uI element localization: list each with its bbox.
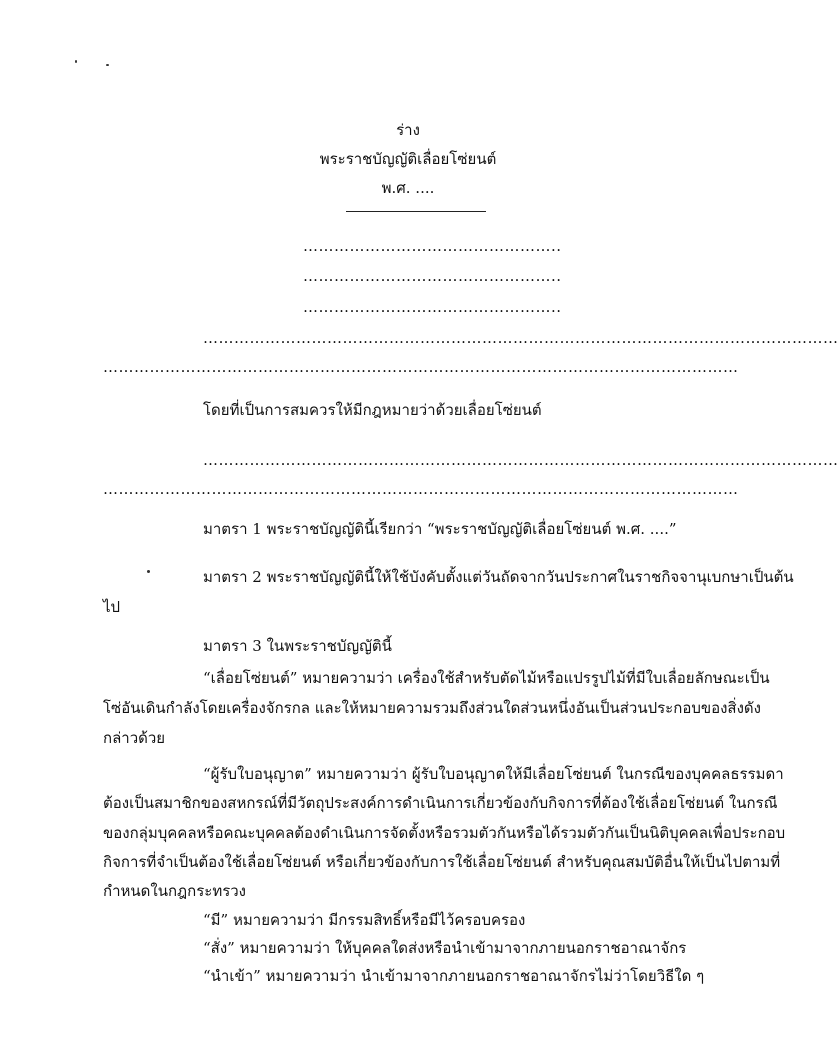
definition-licensee-line-4: กิจการที่จำเป็นต้องใช้เลื่อยโซ่ยนต์ หรือเกี่ยวข้องกับการใช้เลื่อยโซ่ยนต์ สำหรับคุณสมบัติอื่นให้เป็นไปตามที่ (103, 853, 781, 871)
blank-line: …………………………………………………………………………………………………………… (203, 329, 839, 347)
definition-chainsaw-line-3: กล่าวด้วย (103, 729, 166, 747)
draft-label: ร่าง (396, 121, 420, 139)
definition-import: “นำเข้า” หมายความว่า นำเข้ามาจากภายนอกราชอาณาจักรไม่ว่าโดยวิธีใด ๆ (203, 967, 705, 985)
section-1: มาตรา 1 พระราชบัญญัตินี้เรียกว่า “พระราชบัญญัติเลื่อยโซ่ยนต์ พ.ศ. ....” (203, 520, 677, 538)
section-2-line-2: ไป (103, 598, 121, 616)
definition-have: “มี” หมายความว่า มีกรรมสิทธิ์หรือมีไว้ครอบครอง (203, 911, 526, 929)
title-rule (346, 211, 486, 212)
blank-line: ………………………………………….. (303, 237, 562, 255)
scan-speck (75, 60, 77, 63)
definition-licensee-line-5: กำหนดในกฎกระทรวง (103, 882, 247, 900)
section-3: มาตรา 3 ในพระราชบัญญัตินี้ (203, 637, 392, 655)
blank-line: …………………………………………………………………………………………………………… (103, 358, 739, 376)
blank-line: …………………………………………………………………………………………………………… (203, 451, 839, 469)
definition-chainsaw-line-2: โซ่อันเดินกำลังโดยเครื่องจักรกล และให้หมายความรวมถึงส่วนใดส่วนหนึ่งอันเป็นส่วนประกอบของสิ่งดัง (103, 699, 761, 717)
scan-speck (106, 64, 109, 66)
definition-licensee-line-2: ต้องเป็นสมาชิกของสหกรณ์ที่มีวัตถุประสงค์การดำเนินการเกี่ยวข้องกับกิจการที่ต้องใช้เลื่อยโซ่ยนต์ ในกรณี (103, 794, 778, 812)
scan-speck (147, 570, 150, 573)
preamble: โดยที่เป็นการสมควรให้มีกฎหมายว่าด้วยเลื่อยโซ่ยนต์ (203, 401, 542, 419)
act-year: พ.ศ. .... (381, 179, 435, 197)
definition-licensee-line-3: ของกลุ่มบุคคลหรือคณะบุคคลต้องดำเนินการจัดตั้งหรือรวมตัวกันหรือได้รวมตัวกันเป็นนิติบุคคลเพื่อประกอบ (103, 824, 786, 842)
blank-line: …………………………………………………………………………………………………………… (103, 480, 739, 498)
section-2-line-1: มาตรา 2 พระราชบัญญัตินี้ให้ใช้บังคับตั้งแต่วันถัดจากวันประกาศในราชกิจจานุเบกษาเป็นต้น (203, 568, 794, 586)
definition-order: “สั่ง” หมายความว่า ให้บุคคลใดส่งหรือนำเข้ามาจากภายนอกราชอาณาจักร (203, 939, 687, 957)
definition-licensee-line-1: “ผู้รับใบอนุญาต” หมายความว่า ผู้รับใบอนุญาตให้มีเลื่อยโซ่ยนต์ ในกรณีของบุคคลธรรมดา (203, 765, 784, 783)
blank-line: ………………………………………….. (303, 267, 562, 285)
definition-chainsaw-line-1: “เลื่อยโซ่ยนต์” หมายความว่า เครื่องใช้สำหรับตัดไม้หรือแปรรูปไม้ที่มีใบเลื่อยลักษณะเป็น (203, 669, 770, 687)
blank-line: ………………………………………….. (303, 298, 562, 316)
act-title: พระราชบัญญัติเลื่อยโซ่ยนต์ (319, 150, 497, 168)
